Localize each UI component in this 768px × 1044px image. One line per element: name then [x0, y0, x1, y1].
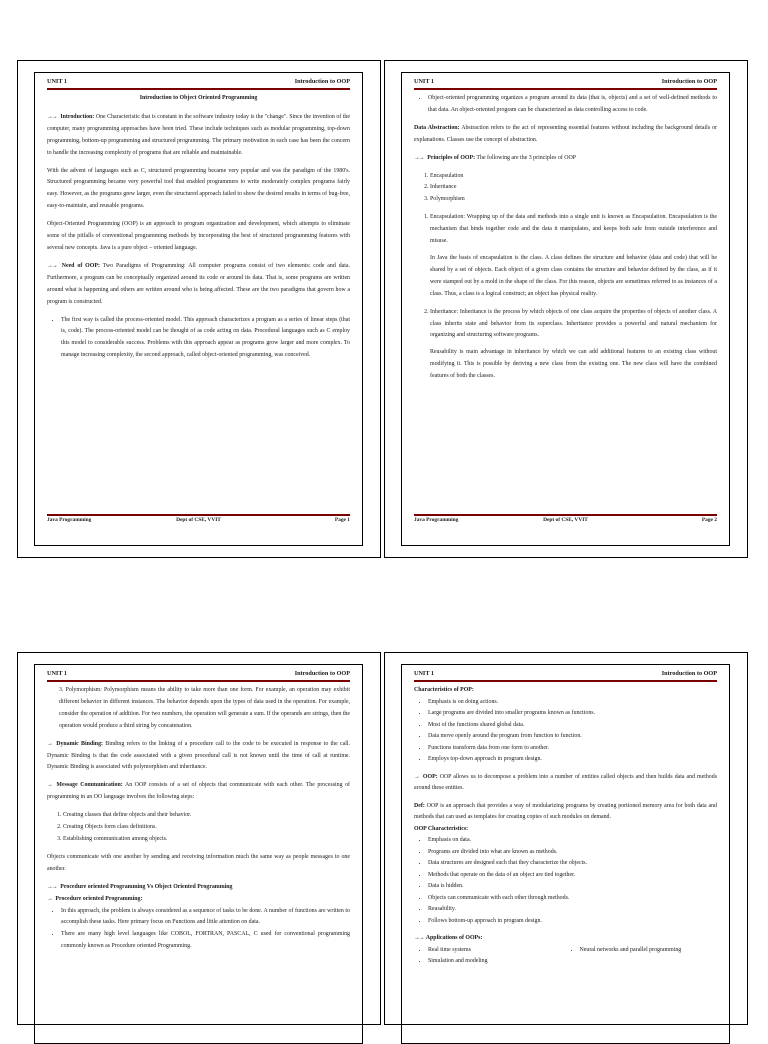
- header-unit: UNIT 1: [47, 670, 68, 677]
- list-item: • Data is hidden.: [428, 881, 717, 893]
- oop-characteristics-heading: OOP Characteristics:: [414, 825, 469, 832]
- intro-label: Introduction:: [60, 113, 95, 120]
- abstraction-label: Data Abstraction:: [414, 124, 460, 131]
- arrow-icon: →: [47, 782, 52, 789]
- list-item: • Employs top-down approach in program design.: [428, 754, 717, 766]
- list-item: • Simulation and modeling: [428, 956, 566, 968]
- list-item: • Programs are divided into what are known as methods.: [428, 847, 717, 859]
- footer-rule: [414, 514, 717, 516]
- list-item: • The first way is called the process-oriented model. This approach characterizes a program as a series of linear steps (that is, code). The process-oriented model can be thought of as code acting on data. Procedural languages such as C employ this model to considerable success. Problems with this approach appear as programs grow larger and more complex. To manage increasing complexity, the second approach, called object-oriented programming, was conceived.: [61, 315, 350, 363]
- bullet-list: [47, 906, 350, 954]
- document-page-4: [384, 652, 748, 1024]
- list-item: 1. Creating classes that define objects and their behavior.: [63, 810, 350, 822]
- page-body: [47, 685, 350, 959]
- list-item: • Neural networks and parallel programming: [580, 945, 718, 957]
- pop-characteristics-heading: Characteristics of POP:: [414, 687, 474, 693]
- double-arrow-icon: →→: [414, 154, 424, 161]
- header-topic: Introduction to OOP: [661, 670, 717, 677]
- principles-label: Principles of OOP:: [427, 154, 476, 161]
- list-item: • Reusability.: [428, 904, 717, 916]
- header-rule: [414, 680, 717, 682]
- principles-heading: [414, 153, 717, 165]
- pop-label: Procedure oriented Programming:: [55, 895, 143, 902]
- need-label: Need of OOP:: [61, 262, 100, 269]
- page-body: [47, 93, 350, 368]
- document-page-1: [17, 60, 381, 558]
- header-topic: Introduction to OOP: [294, 78, 350, 85]
- dynamic-binding-paragraph: [47, 739, 350, 775]
- footer-dept: Dept of CSE, VVIT: [543, 517, 588, 523]
- list-item: • Objects can communicate with each other through methods.: [428, 893, 717, 905]
- list-item: • Emphasis on data.: [428, 835, 717, 847]
- arrow-icon: →: [47, 895, 52, 902]
- encapsulation-text-2: In Java the basis of encapsulation is the class. A class defines the structure and behavior (data and code) that will be shared by a set of objects. Each object of a given class contains the structure and behavior defined by the class, as if it were stamped out by a mold in the shape of the class. For this reason, objects are sometimes referred to as instances of a class. Thus, a class is a logical construct; an object has physical reality.: [430, 254, 717, 297]
- dynamic-binding-text: Binding refers to the linking of a procedure call to the code to be executed in response to the call. Dynamic Binding is that the code associated with a given procedural call is not known until the time of call at runtime. Dynamic Binding is associated with polymorphism and inheritance.: [47, 740, 350, 771]
- list-item: • Follows bottom-up approach in program design.: [428, 916, 717, 928]
- pop-vs-oop-heading: [47, 882, 350, 894]
- list-item: • Emphasis is on doing actions.: [428, 697, 717, 709]
- message-text: An OOP consists of a set of objects that communicate with each other. The processing of programming in an OO language involves the following steps:: [47, 782, 350, 801]
- header-rule: [47, 680, 350, 682]
- applications-columns: [414, 945, 717, 974]
- applications-list-left: [414, 945, 566, 968]
- principles-detail-list: [414, 212, 717, 383]
- footer-dept: Dept of CSE, VVIT: [176, 517, 221, 523]
- page-header: [414, 670, 717, 680]
- list-item: • Methods that operate on the data of an object are tied together.: [428, 870, 717, 882]
- principles-list: [414, 171, 717, 207]
- arrow-icon: →: [47, 740, 52, 747]
- pop-characteristics-list: [414, 697, 717, 766]
- list-item: 2. Inheritance: [430, 182, 717, 194]
- list-item: • Most of the functions shared global data.: [428, 720, 717, 732]
- steps-list: [47, 810, 350, 846]
- document-page-3: [17, 652, 381, 1024]
- page-inner-border: [34, 72, 363, 546]
- document-page-2: [384, 60, 748, 558]
- pop-vs-oop-label: Procedure oriented Programming Vs Object Oriented Programming: [60, 883, 233, 890]
- encapsulation-text: Encapsulation: Wrapping up of the data and methods into a single unit is known as Encapsulation. Encapsulation is the mechanism that binds together code and the data it manipulates, and keeps both safe from outside interference and misuse.: [430, 214, 717, 245]
- definition-paragraph: [414, 801, 717, 824]
- footer-page-number: Page 2: [701, 517, 717, 523]
- header-topic: Introduction to OOP: [294, 670, 350, 677]
- header-rule: [414, 88, 717, 90]
- page-header: [47, 670, 350, 680]
- list-item: [430, 307, 717, 383]
- header-unit: UNIT 1: [414, 78, 435, 85]
- need-text: Two Paradigms of Programming: All computer programs consist of two elements: code and data. Furthermore, a program can be conceptually organized around its code or around its data. That is, some programs are written around what is happening and others are written around who is being affected. These are the two paradigms that govern how a program is constructed.: [47, 262, 351, 305]
- footer-page-number: Page 1: [334, 517, 350, 523]
- page-inner-border: [34, 664, 363, 1044]
- definition-label: Def:: [414, 802, 425, 809]
- applications-heading: [414, 933, 717, 945]
- oop-text: OOP allows us to decompose a problem into a number of entities called objects and then builds data and methods around these entities.: [414, 773, 717, 791]
- page-inner-border: [401, 72, 730, 546]
- list-item: 2. Creating Objects form class definitions.: [63, 822, 350, 834]
- list-item: • Large programs are divided into smaller programs known as functions.: [428, 708, 717, 720]
- abstraction-text: Abstraction refers to the act of representing essential features without including the background details or explanations. Classes use the concept of abstraction.: [414, 124, 718, 143]
- inheritance-text: Inheritance: Inheritance is the process by which objects of one class acquire the properties of objects of another class. A class inherits state and behavior from its superclass. Inheritance provides a powerful and natural mechanism for organizing and structuring software programs.: [430, 308, 717, 339]
- page-title: Introduction to Object Oriented Programming: [139, 95, 258, 101]
- pop-heading: [47, 894, 350, 906]
- intro-text: One Characteristic that is constant in the software industry today is the "change". Since the invention of the computer, many programming approaches have been tried. These include techniques such as modular programming, top-down programming, bottom-up programming and structured programming. The primary motivation in each case has been the concern to handle the increasing complexity of programs that are reliable and maintainable.: [47, 113, 350, 156]
- list-item: [430, 212, 717, 300]
- paragraph: With the advent of languages such as C, structured programming became very popular and was the paradigm of the 1980's. Structured programming became very powerful tool that enabled programmers to write moderately complex programs fairly easy. However, as the programs grew larger, even the structured approach failed to show the desired results in terms of bug-free, easy-to-maintain, and reusable programs.: [47, 167, 350, 210]
- paragraph: Objects communicate with one another by sending and receiving information much the same way as people messages to one another.: [47, 853, 350, 872]
- page-body: [414, 685, 717, 974]
- double-arrow-icon: →→: [47, 113, 57, 120]
- bullet-list: [47, 315, 350, 363]
- page-header: [47, 78, 350, 88]
- need-paragraph: [47, 261, 350, 309]
- list-item: 1. Encapsulation: [430, 171, 717, 183]
- oop-characteristics-list: [414, 835, 717, 927]
- list-item: 3. Polymorphism: [430, 194, 717, 206]
- definition-text: OOP is an approach that provides a way of modularizing programs by creating portioned memory area for both data and methods that can used as templates for creating copies of such modules on demand.: [414, 802, 717, 820]
- oop-paragraph: [414, 772, 717, 795]
- polymorphism-paragraph: 3. Polymorphism: Polymorphism means the ability to take more than one form. For example, an operation may exhibit different behavior in different instances. The behavior depends upon the types of data used in the operation. For example, consider the operation of addition. For two numbers, the operation will generate a sum. If the operands are strings, then the operation would produce a third string by concatenation.: [59, 687, 350, 729]
- header-unit: UNIT 1: [414, 670, 435, 677]
- inheritance-text-2: Reusability is main advantage in inheritance by which we can add additional features to an existing class without modifying it. This is possible by deriving a new class from the existing one. The new class will have the combined features of both the classes.: [430, 349, 717, 380]
- list-item: • There are many high level languages like COBOL, FORTRAN, PASCAL, C used for conventional programming commonly known as Procedure oriented Programming.: [61, 929, 350, 953]
- page-body: [414, 93, 717, 389]
- list-item: • Object-oriented programming organizes a program around its data (that is, objects) and a set of well-defined methods to that data. An object-oriented program can be characterized as data controlling access to code.: [428, 93, 717, 117]
- applications-label: Applications of OOPs:: [425, 935, 483, 941]
- list-item: • In this approach, the problem is always considered as a sequence of tasks to be done. A number of functions are written to accomplish these tasks. Here primary focus on Functions and little attention on data.: [61, 906, 350, 930]
- intro-paragraph: [47, 112, 350, 160]
- dynamic-binding-label: Dynamic Binding:: [56, 740, 103, 747]
- footer-rule: [47, 514, 350, 516]
- footer-course: Java Programming: [414, 517, 459, 523]
- list-item: • Real time systems: [428, 945, 566, 957]
- header-unit: UNIT 1: [47, 78, 68, 85]
- double-arrow-icon: →→: [47, 262, 57, 269]
- arrow-icon: →: [414, 773, 419, 780]
- paragraph: Object-Oriented Programming (OOP) is an approach to program organization and development, which attempts to eliminate some of the pitfalls of conventional programming methods by incorporating the best of structured programming features with several new concepts. Java is a pure object – oriented language.: [47, 221, 350, 251]
- double-arrow-icon: →→: [47, 883, 57, 890]
- list-item: • Data structures are designed such that they characterize the objects.: [428, 858, 717, 870]
- page-footer: [47, 517, 350, 527]
- applications-list-right: [566, 945, 718, 968]
- double-arrow-icon: →→: [414, 935, 424, 941]
- oop-label: OOP:: [422, 773, 438, 780]
- page-header: [414, 78, 717, 88]
- list-item: 3. Establishing communication among objects.: [63, 834, 350, 846]
- footer-course: Java Programming: [47, 517, 92, 523]
- page-inner-border: [401, 664, 730, 1044]
- message-label: Message Communication:: [56, 782, 123, 789]
- list-item: • Functions transform data from one form to another.: [428, 743, 717, 755]
- message-paragraph: [47, 780, 350, 804]
- list-item: • Data move openly around the program from function to function.: [428, 731, 717, 743]
- page-footer: [414, 517, 717, 527]
- abstraction-paragraph: [414, 123, 717, 147]
- header-rule: [47, 88, 350, 90]
- principles-text: The following are the 3 principles of OOP: [476, 154, 577, 161]
- header-topic: Introduction to OOP: [661, 78, 717, 85]
- bullet-list: [414, 93, 717, 117]
